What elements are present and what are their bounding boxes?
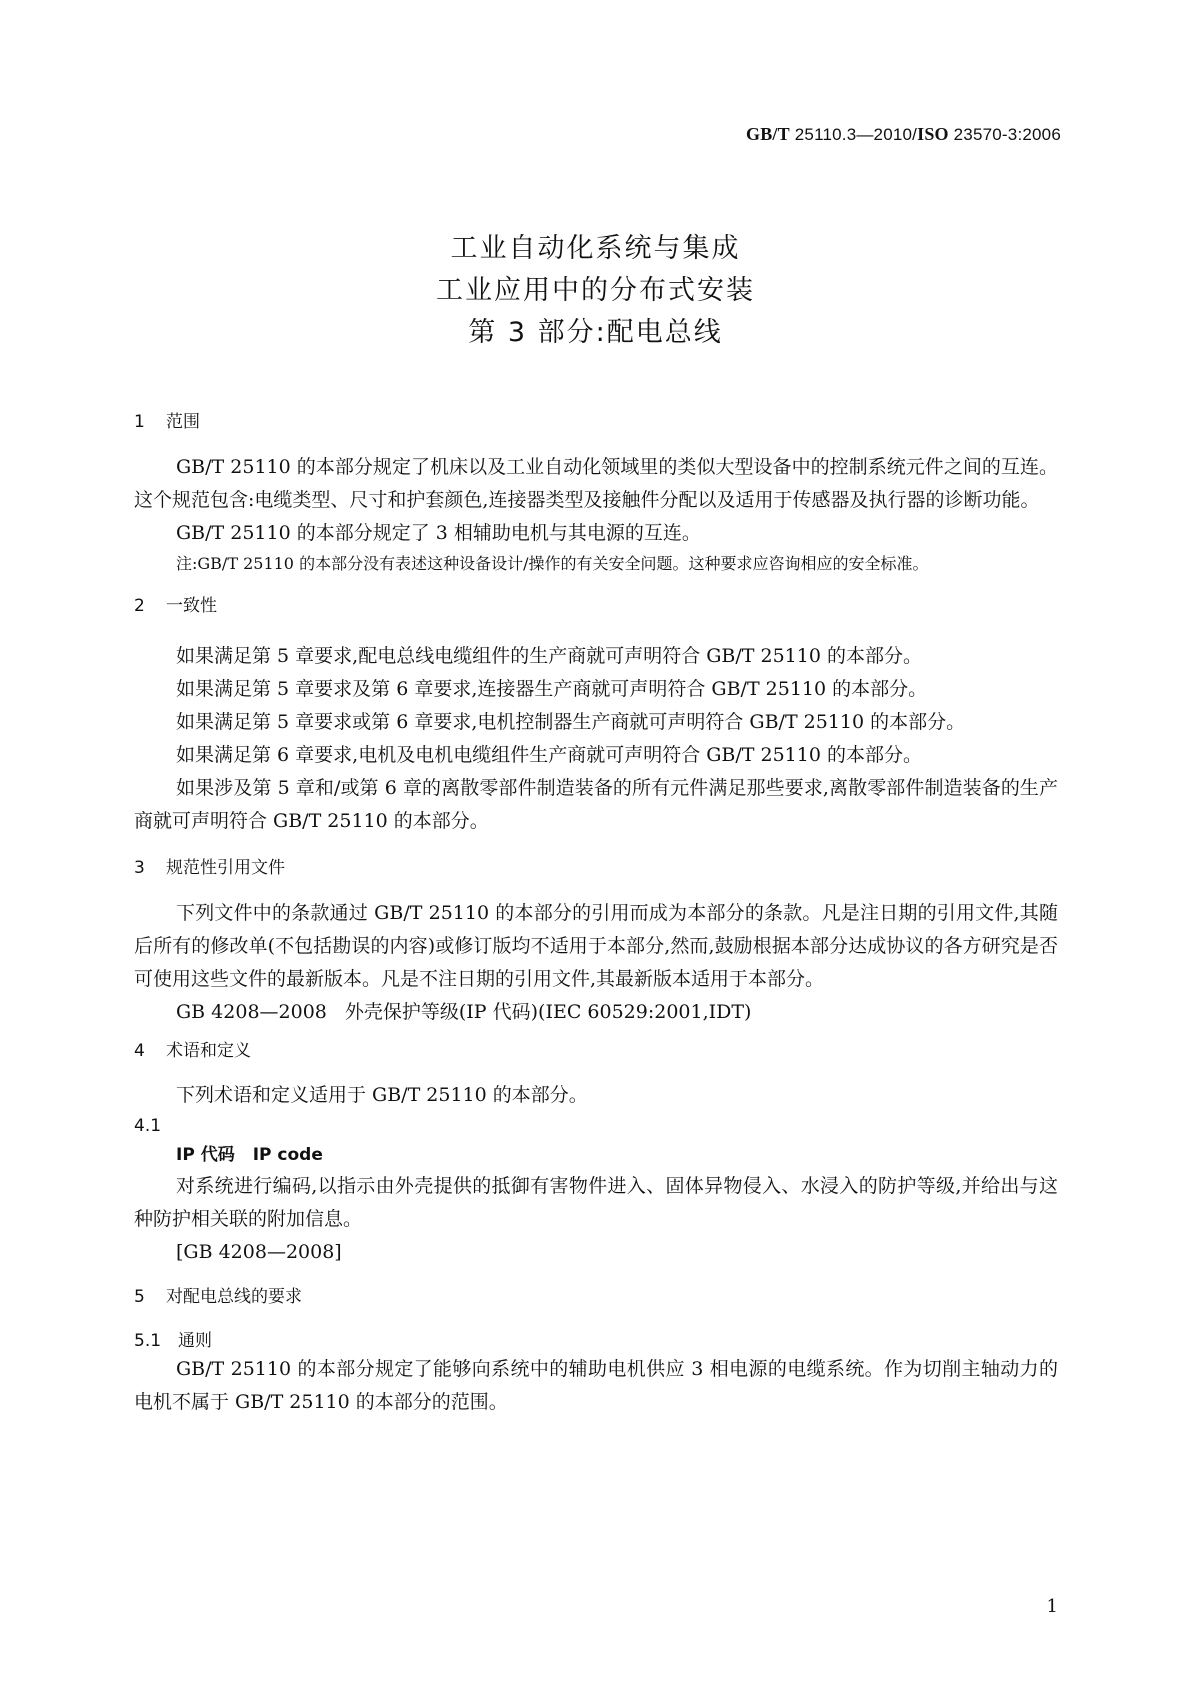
term-english: IP code xyxy=(252,1145,323,1165)
section-title: 规范性引用文件 xyxy=(166,858,285,878)
section-1-heading xyxy=(134,410,1058,434)
section-2-heading xyxy=(134,594,1058,618)
paragraph: GB/T 25110 的本部分规定了机床以及工业自动化领域里的类似大型设备中的控制系统元件之间的互连。这个规范包含:电缆类型、尺寸和护套颜色,连接器类型及接触件分配以及适用于传感器及执行器的诊断功能。 xyxy=(134,456,1058,511)
paragraph: 如果涉及第 5 章和/或第 6 章的离散零部件制造装备的所有元件满足那些要求,离散零部件制造装备的生产商就可声明符合 GB/T 25110 的本部分。 xyxy=(134,777,1058,832)
section-title: 范围 xyxy=(166,412,200,432)
normative-reference xyxy=(134,996,1058,1029)
section-number: 4 xyxy=(134,1041,145,1061)
paragraph: 如果满足第 5 章要求,配电总线电缆组件的生产商就可声明符合 GB/T 25110 的本部分。 xyxy=(176,645,922,667)
reference-title: 外壳保护等级(IP 代码)(IEC 60529:2001,IDT) xyxy=(344,1001,752,1023)
section-number: 5 xyxy=(134,1287,145,1307)
section-number: 2 xyxy=(134,596,145,616)
section-4-heading xyxy=(134,1039,1058,1063)
paragraph: GB/T 25110 的本部分规定了能够向系统中的辅助电机供应 3 相电源的电缆系统。作为切削主轴动力的电机不属于 GB/T 25110 的本部分的范围。 xyxy=(134,1358,1058,1413)
term-number: 4.1 xyxy=(134,1116,162,1136)
term-source: [GB 4208—2008] xyxy=(176,1241,342,1263)
term-chinese: IP 代码 xyxy=(176,1145,235,1165)
section-5-heading xyxy=(134,1285,1058,1309)
term-definition: 对系统进行编码,以指示由外壳提供的抵御有害物件进入、固体异物侵入、水浸入的防护等级,并给出与这种防护相关联的附加信息。 xyxy=(134,1175,1058,1230)
subsection-title: 通则 xyxy=(178,1331,212,1351)
title-line-1: 工业自动化系统与集成 xyxy=(450,233,741,264)
paragraph: 如果满足第 6 章要求,电机及电机电缆组件生产商就可声明符合 GB/T 25110 的本部分。 xyxy=(176,744,922,766)
reference-code: GB 4208—2008 xyxy=(176,1001,327,1023)
note: 注:GB/T 25110 的本部分没有表述这种设备设计/操作的有关安全问题。这种要求应咨询相应的安全标准。 xyxy=(176,554,929,573)
page-number: 1 xyxy=(1046,1596,1058,1617)
iso-prefix: ISO xyxy=(917,124,949,144)
document-title xyxy=(0,228,1191,354)
document-body xyxy=(134,410,1058,1419)
section-3-heading xyxy=(134,856,1058,880)
standard-number-header xyxy=(746,124,1061,145)
paragraph: 如果满足第 5 章要求或第 6 章要求,电机控制器生产商就可声明符合 GB/T 25110 的本部分。 xyxy=(176,711,966,733)
term-name xyxy=(134,1140,1058,1170)
title-line-3: 第 3 部分:配电总线 xyxy=(468,317,723,348)
std-number: 25110.3—2010/ xyxy=(789,125,918,144)
subsection-5-1-heading xyxy=(134,1329,1058,1353)
paragraph: 如果满足第 5 章要求及第 6 章要求,连接器生产商就可声明符合 GB/T 25110 的本部分。 xyxy=(176,678,928,700)
section-title: 术语和定义 xyxy=(166,1041,251,1061)
section-number: 3 xyxy=(134,858,145,878)
section-title: 一致性 xyxy=(166,596,217,616)
paragraph: 下列术语和定义适用于 GB/T 25110 的本部分。 xyxy=(176,1084,588,1106)
subsection-number: 5.1 xyxy=(134,1331,162,1351)
paragraph: 下列文件中的条款通过 GB/T 25110 的本部分的引用而成为本部分的条款。凡是注日期的引用文件,其随后所有的修改单(不包括勘误的内容)或修订版均不适用于本部分,然而,鼓励根据本部分达成协议的各方研究是否可使用这些文件的最新版本。凡是不注日期的引用文件,其最新版本适用于本部分。 xyxy=(134,902,1058,990)
std-prefix: GB/T xyxy=(746,124,790,144)
title-line-2: 工业应用中的分布式安装 xyxy=(436,275,755,306)
section-title: 对配电总线的要求 xyxy=(166,1287,302,1307)
section-number: 1 xyxy=(134,412,145,432)
paragraph: GB/T 25110 的本部分规定了 3 相辅助电机与其电源的互连。 xyxy=(176,522,701,544)
iso-number: 23570-3:2006 xyxy=(948,125,1061,144)
